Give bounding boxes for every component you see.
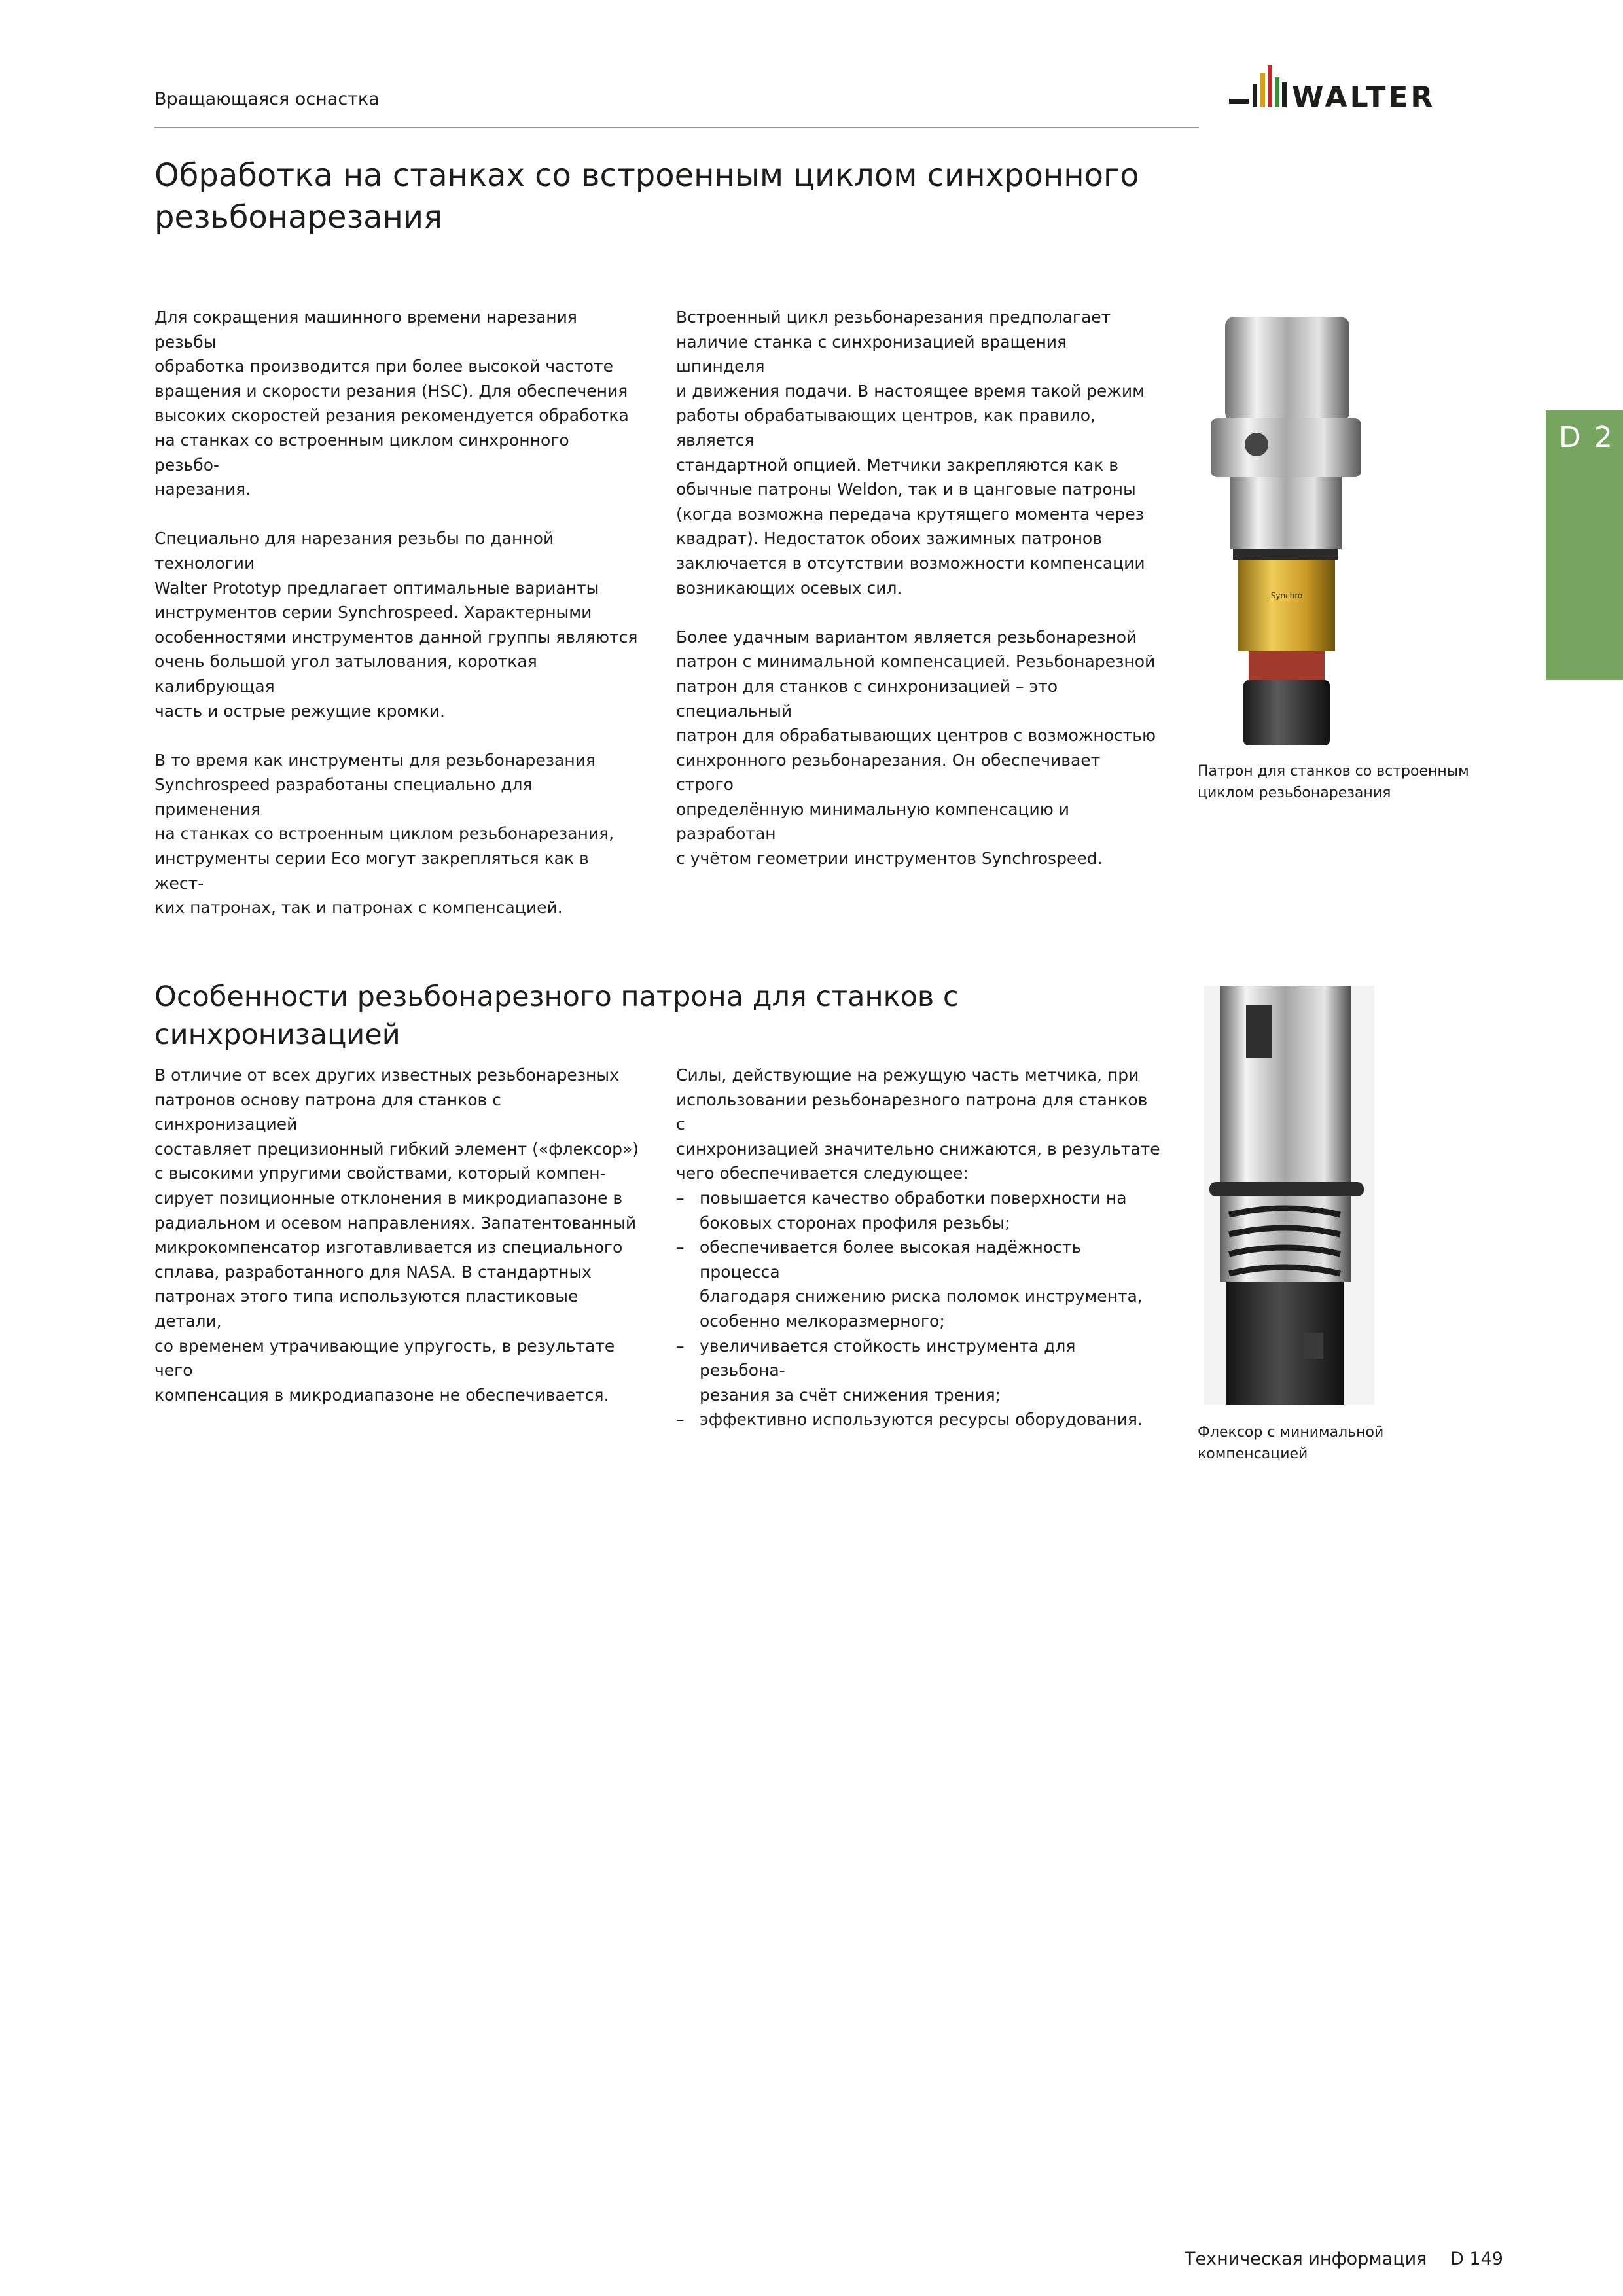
walter-logo (1229, 60, 1501, 134)
flexor-image (1200, 986, 1383, 1407)
paragraph: Силы, действующие на режущую часть метчика, при использовании резьбонарезного патрона для станков с синхронизацией значительно снижаются, в результате чего обеспечивается следующее: (676, 1066, 1160, 1183)
tap-holder-caption: Патрон для станков со встроенным циклом резьбонарезания (1198, 763, 1469, 801)
chapter-tab-label: D 2 (1559, 421, 1614, 454)
collet-marking: Synchro (1270, 591, 1303, 600)
list-item: – эффективно используются ресурсы оборудования. (676, 1407, 1160, 1432)
section-label: Вращающаяся оснастка (154, 89, 380, 109)
tap-holder-image (1191, 310, 1400, 753)
benefits-list (676, 1186, 1160, 1432)
paragraph: Специально для нарезания резьбы по данной технологии Walter Prototyp предлагает оптимальные варианты инструментов серии Synchrospeed. Характерными особенностями инструментов данной группы являются очень большой угол затылования, короткая калибрующая часть и острые режущие кромки. (154, 529, 638, 721)
paragraph: В отличие от всех других известных резьбонарезных патронов основу патрона для станков с синхронизацией составляет прецизионный гибкий элемент («флексор») с высокими упругими свойствами, который компен- сирует позиционные отклонения в микродиапазоне в радиальном и осевом направлениях. Запатентованный микрокомпенсатор изготавливается из специального сплава, разработанного для NASA. В стандартных патронах этого типа используются пластиковые детали, со временем утрачивающие упругость, в результате чего компенсация в микродиапазоне не обеспечивается. (154, 1066, 639, 1405)
list-item: – увеличивается стойкость инструмента для резьбона- резания за счёт снижения трения; (676, 1334, 1160, 1408)
paragraph: Встроенный цикл резьбонарезания предполагает наличие станка с синхронизацией вращения шпинделя и движения подачи. В настоящее время такой режим работы обрабатывающих центров, как правило, является стандартной опцией. Метчики закрепляются как в обычные патроны Weldon, так и в цанговые патроны (когда возможна передача крутящего момента через квадрат). Недостаток обоих зажимных патронов заключается в отсутствии возможности компенсации возникающих осевых сил. (676, 308, 1145, 598)
section2-column-2 (676, 1063, 1160, 1432)
footer-label: Техническая информация (1185, 2249, 1427, 2269)
paragraph: Более удачным вариантом является резьбонарезной патрон с минимальной компенсацией. Резьбонарезной патрон для станков с синхронизацией – это специальный патрон для обрабатывающих центров с возможностью синхронного резьбонарезания. Он обеспечивает строго определённую минимальную компенсацию и разработан с учётом геометрии инструментов Synchrospeed. (676, 627, 1156, 869)
section1-title: Обработка на станках со встроенным циклом синхронного резьбонарезания (154, 157, 1139, 236)
page-number: D 149 (1450, 2249, 1503, 2269)
section2-title: Особенности резьбонарезного патрона для станков с синхронизацией (154, 980, 959, 1051)
chapter-tab[interactable] (1546, 410, 1623, 680)
section2-column-1 (154, 1063, 639, 1407)
list-item: – обеспечивается более высокая надёжность процесса благодаря снижению риска поломок инструмента, особенно мелкоразмерного; (676, 1235, 1160, 1333)
paragraph: В то время как инструменты для резьбонарезания Synchrospeed разработаны специально для применения на станках со встроенным циклом резьбонарезания, инструменты серии Eco могут закрепляться как в жест- ких патронах, так и патронах с компенсацией. (154, 750, 615, 918)
flexor-caption: Флексор с минимальной компенсацией (1198, 1424, 1384, 1462)
logo-wordmark: WALTER (1292, 81, 1436, 114)
section1-column-1 (154, 305, 639, 920)
section1-column-2 (676, 305, 1160, 871)
header-divider (154, 127, 1199, 128)
paragraph: Для сокращения машинного времени нарезания резьбы обработка производится при более высокой частоте вращения и скорости резания (HSC). Для обеспечения высоких скоростей резания рекомендуется обработка на станках со встроенным циклом синхронного резьбо- нарезания. (154, 308, 629, 499)
list-item: – повышается качество обработки поверхности на боковых сторонах профиля резьбы; (676, 1186, 1160, 1235)
